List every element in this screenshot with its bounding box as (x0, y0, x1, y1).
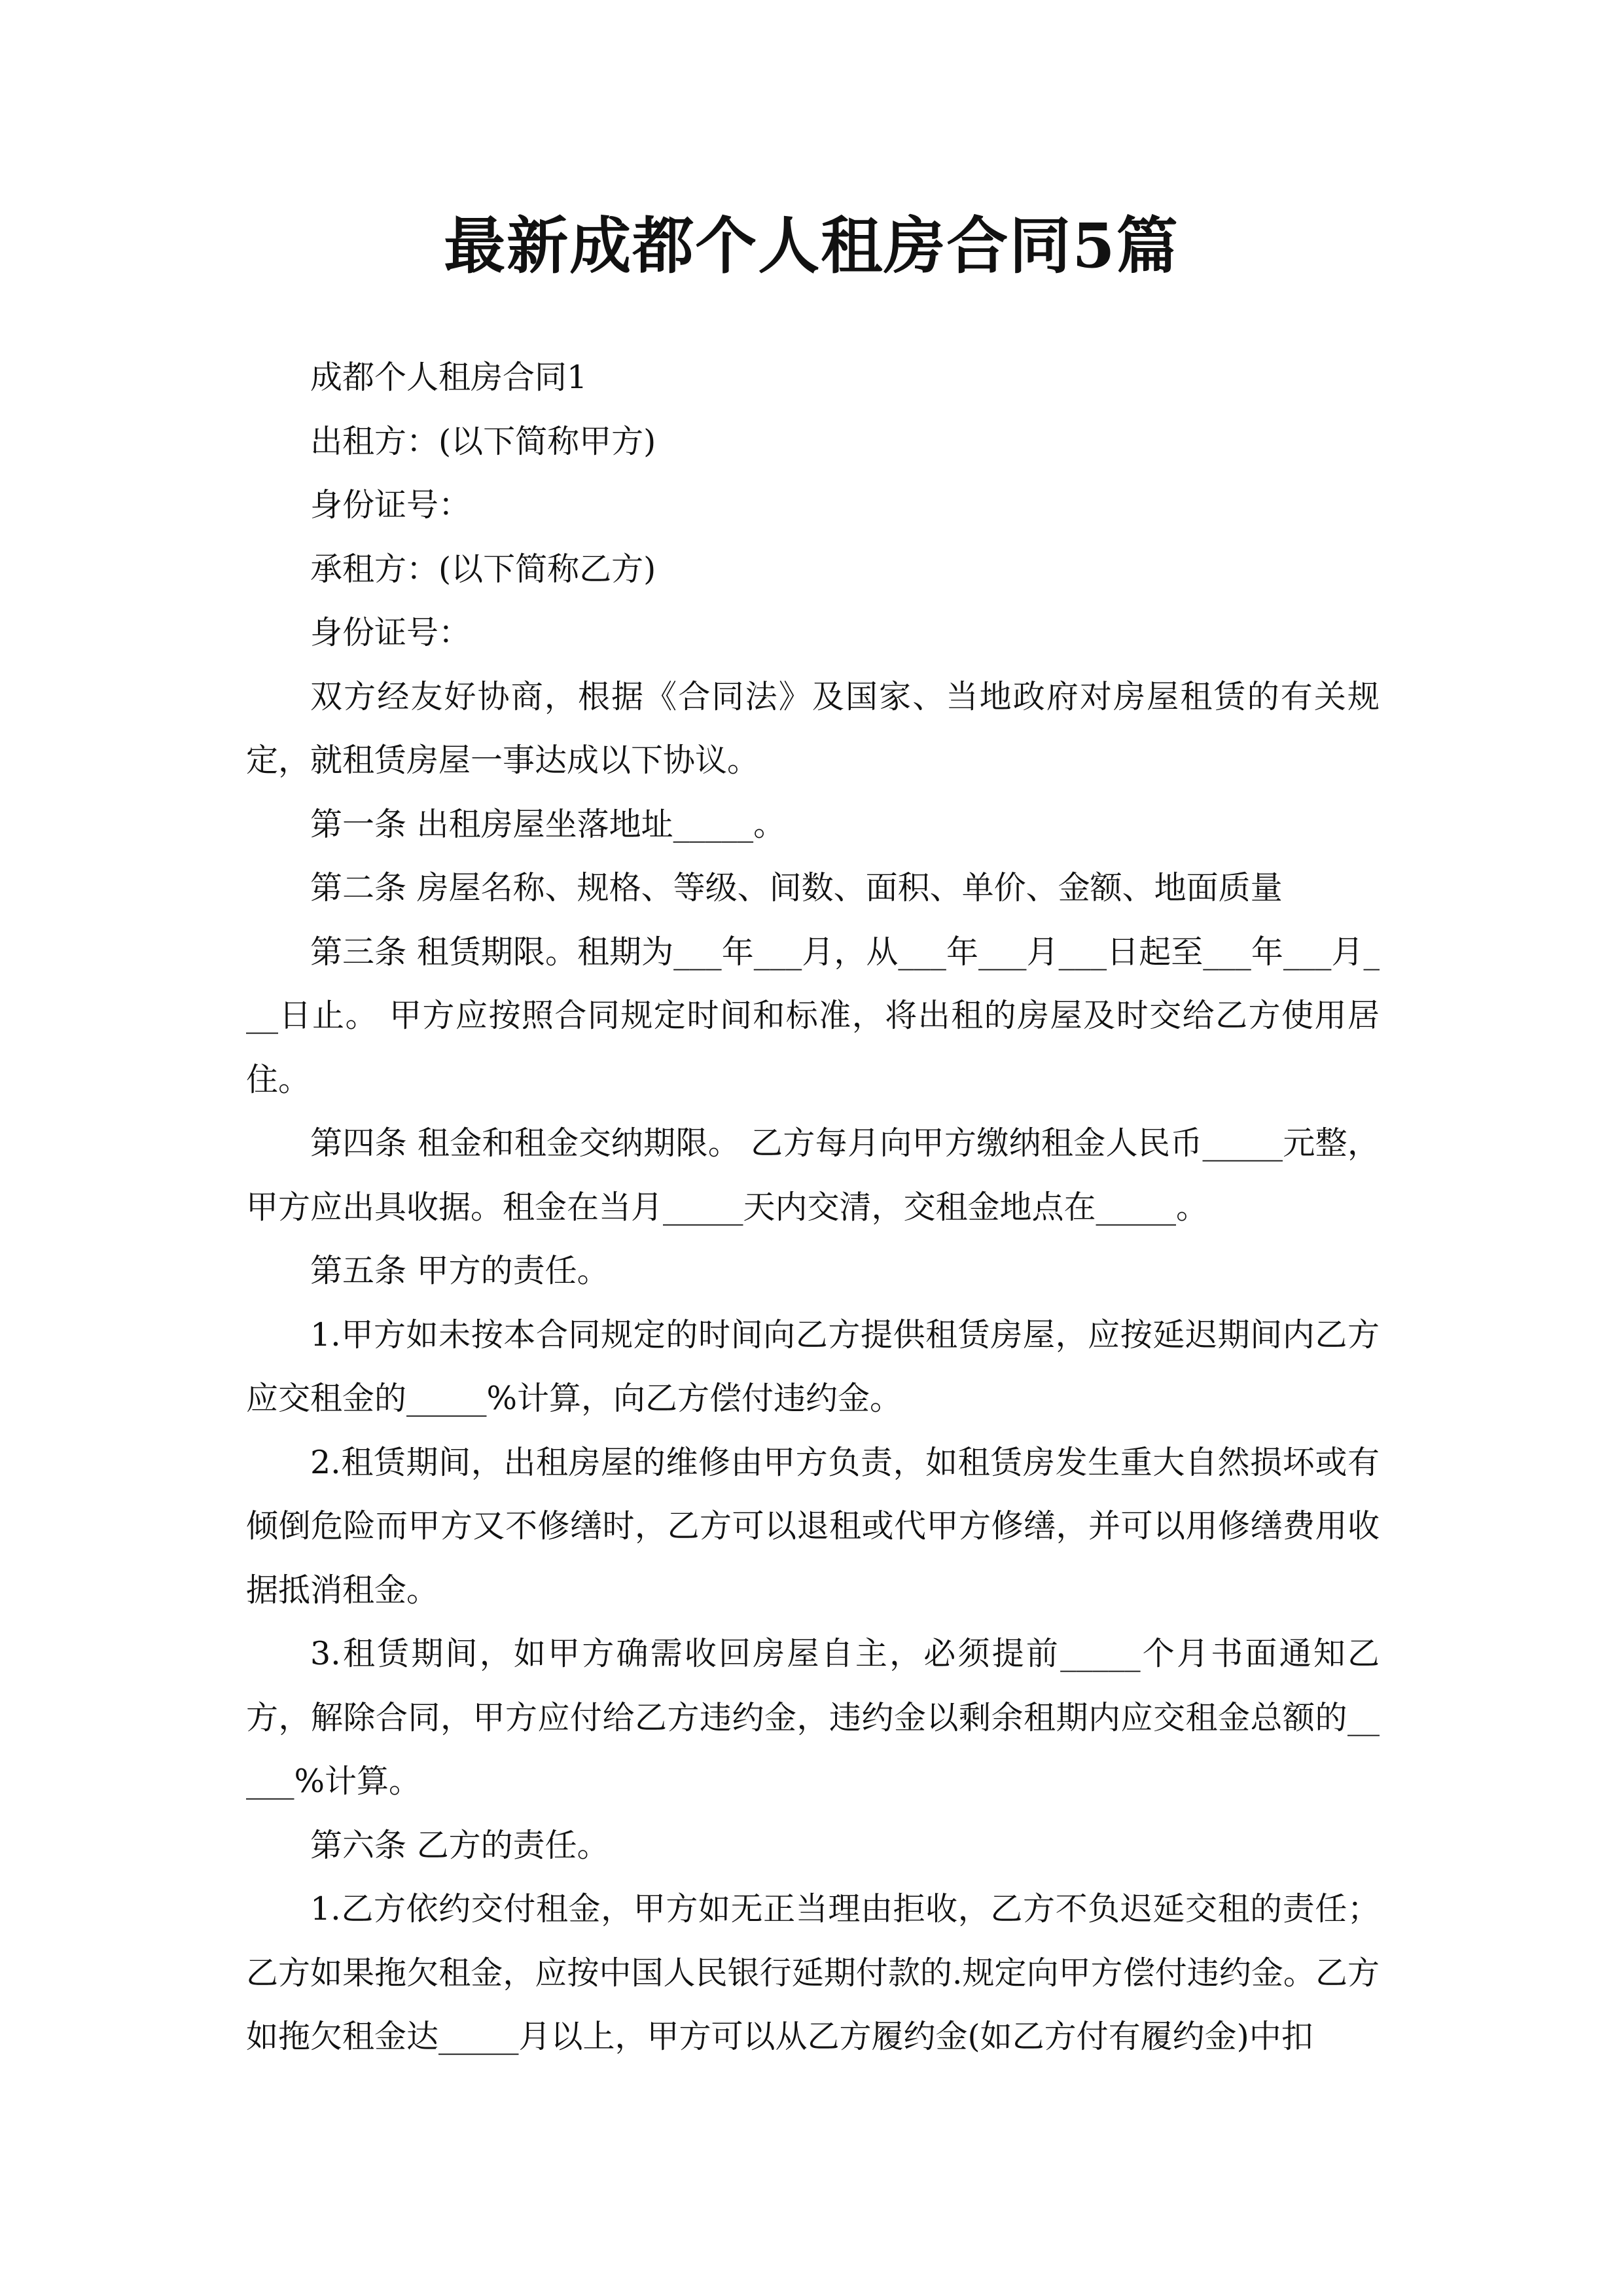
article-5-item-3: 3.租赁期间，如甲方确需收回房屋自主，必须提前_____个月书面通知乙方，解除合同，甲方应付给乙方违约金，违约金以剩余租期内应交租金总额的_____%计算。 (246, 1635, 1380, 1800)
article-2: 第二条 房屋名称、规格、等级、间数、面积、单价、金额、地面质量 (310, 869, 1283, 906)
article-5-heading: 第五条 甲方的责任。 (310, 1252, 609, 1289)
document-title: 最新成都个人租房合同5篇 (444, 210, 1179, 282)
document-body (246, 346, 1380, 2069)
article-6-item-1: 1.乙方依约交付租金，甲方如无正当理由拒收，乙方不负迟延交租的责任；乙方如果拖欠租金，应按中国人民银行延期付款的.规定向甲方偿付违约金。乙方如拖欠租金达_____月以上，甲方可以从乙方履约金(如乙方付有履约金)中扣 (246, 1890, 1380, 2055)
article-5-item-1: 1.甲方如未按本合同规定的时间向乙方提供租赁房屋，应按延迟期间内乙方应交租金的_____%计算，向乙方偿付违约金。 (246, 1316, 1380, 1417)
lessor-id-line: 身份证号： (310, 486, 471, 524)
lessee-line: 承租方：(以下简称乙方) (310, 550, 656, 588)
preamble-paragraph: 双方经友好协商，根据《合同法》及国家、当地政府对房屋租赁的有关规定，就租赁房屋一事达成以下协议。 (246, 677, 1380, 779)
lessor-line: 出租方：(以下简称甲方) (310, 422, 656, 460)
article-3: 第三条 租赁期限。租期为___年___月，从___年___月___日起至___年___月___日止。 甲方应按照合同规定时间和标准，将出租的房屋及时交给乙方使用居住。 (246, 933, 1380, 1098)
article-5-item-2: 2.租赁期间，出租房屋的维修由甲方负责，如租赁房发生重大自然损坏或有倾倒危险而甲方又不修缮时，乙方可以退租或代甲方修缮，并可以用修缮费用收据抵消租金。 (246, 1443, 1380, 1609)
contract-heading: 成都个人租房合同1 (310, 359, 588, 396)
article-4: 第四条 租金和租金交纳期限。 乙方每月向甲方缴纳租金人民币_____元整，甲方应出具收据。租金在当月_____天内交清，交租金地点在_____。 (246, 1124, 1380, 1226)
lessee-id-line: 身份证号： (310, 614, 471, 651)
article-6-heading: 第六条 乙方的责任。 (310, 1826, 609, 1864)
article-1: 第一条 出租房屋坐落地址_____。 (310, 805, 786, 843)
